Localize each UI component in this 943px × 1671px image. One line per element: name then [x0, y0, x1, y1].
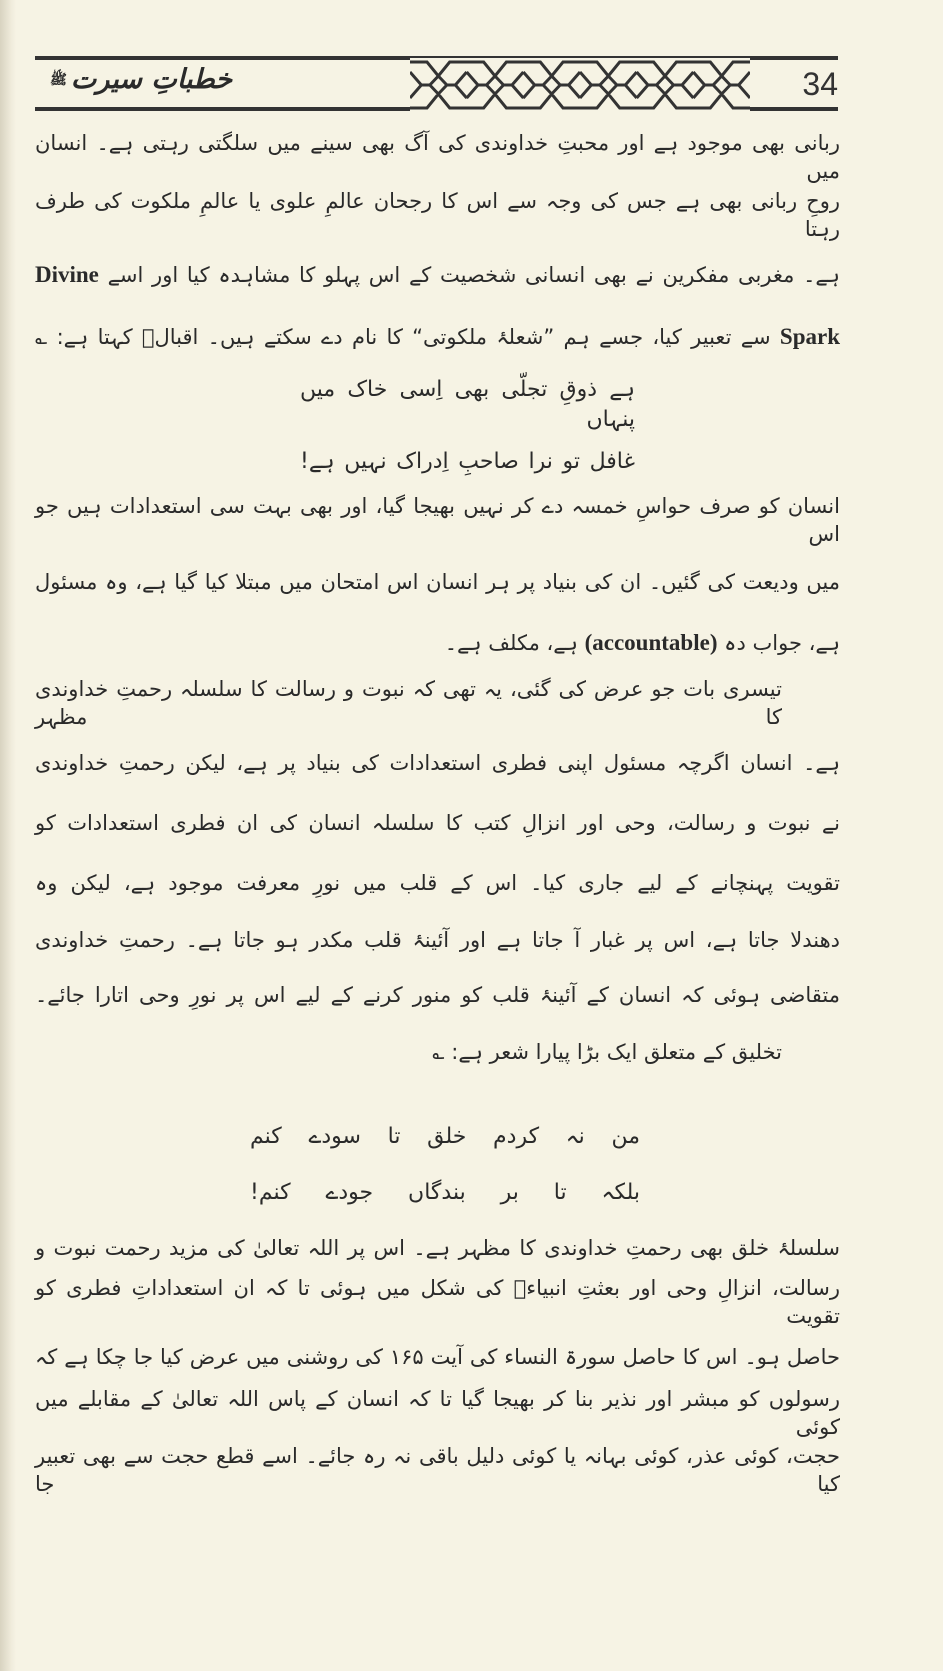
verse-line: [300, 433, 635, 491]
line-text: رسولوں کو مبشر اور نذیر بنا کر بھیجا گیا تا کہ انسان کے پاس اللہ تعالیٰ کے مقابلے میں کوئی: [35, 1386, 840, 1439]
text-line: [35, 1219, 840, 1277]
verse-line: [300, 376, 635, 434]
text-line: [35, 966, 840, 1024]
text-line: [35, 911, 840, 969]
line-text: حاصل ہو۔ اس کا حاصل سورۃ النساء کی آیت ۱۶۵ کی روشنی میں عرض کیا جا چکا ہے کہ: [35, 1344, 840, 1369]
line-text: [35, 321, 840, 352]
text-line: [35, 1023, 782, 1081]
verse-line: [250, 1164, 640, 1222]
line-text: روحِ ربانی بھی ہے جس کی وجہ سے اس کا رجحان عالمِ علوی یا عالمِ ملکوت کی طرف رہتا: [35, 188, 840, 241]
text-segment: ہے۔ مغربی مفکرین نے بھی انسانی شخصیت کے اس پہلو کا مشاہدہ کیا اور اسے: [107, 263, 840, 288]
line-text: تخلیق کے متعلق ایک بڑا پیارا شعر ہے: ؎: [432, 1039, 782, 1064]
text-segment: ہے، مکلف ہے۔: [444, 631, 578, 656]
line-text: متقاضی ہوئی کہ انسان کے آئینۂ قلب کو منور کرنے کے لیے اس پر نورِ وحی اتارا جائے۔: [35, 982, 840, 1007]
verse-text: ہے ذوقِ تجلّی بھی اِسی خاک میں پنہاں: [300, 377, 635, 432]
running-title: [50, 64, 390, 95]
english-term: Spark: [779, 324, 840, 350]
text-line: [35, 186, 840, 244]
line-text: رسالت، انزالِ وحی اور بعثتِ انبیاءؑ کی شکل میں ہوئی تا کہ ان استعداداتِ فطری کو تقویت: [35, 1275, 840, 1328]
text-line: [35, 1384, 840, 1442]
line-text: تیسری بات جو عرض کی گئی، یہ تھی کہ نبوت و رسالت کا سلسلہ رحمتِ خداوندی کا مظہر: [35, 676, 782, 729]
book-title: خطباتِ سیرت: [70, 64, 233, 95]
line-text: دھندلا جاتا ہے، اس پر غبار آ جاتا ہے اور آئینۂ قلب مکدر ہو جاتا ہے۔ رحمتِ خداوندی: [35, 927, 840, 952]
text-line: [35, 246, 840, 304]
verse-text: من نہ کردم خلق تا سودے کنم: [250, 1124, 640, 1150]
line-text: ہے۔ انسان اگرچہ مسئول اپنی فطری استعدادات کی بنیاد پر ہے، لیکن رحمتِ خداوندی: [35, 750, 840, 775]
salutation-mark: ﷺ: [50, 71, 67, 88]
text-line: [35, 491, 840, 549]
line-text: تقویت پہنچانے کے لیے جاری کیا۔ اس کے قلب میں نورِ معرفت موجود ہے، لیکن وہ: [35, 870, 840, 895]
text-segment: سے تعبیر کیا، جسے ہم ”شعلۂ ملکوتی“ کا نام دے سکتے ہیں۔ اقبالؔ کہتا ہے: ؎: [35, 325, 771, 350]
line-text: سلسلۂ خلق بھی رحمتِ خداوندی کا مظہر ہے۔ اس پر اللہ تعالیٰ کی مزید رحمت نبوت و: [35, 1235, 840, 1260]
text-line: [35, 1273, 840, 1331]
text-line: [35, 734, 840, 792]
line-text: ربانی بھی موجود ہے اور محبتِ خداوندی کی آگ بھی سینے میں سلگتی رہتی ہے۔ انسان میں: [35, 130, 840, 183]
text-line: [35, 1441, 840, 1499]
text-segment: ہے، جواب دہ: [724, 631, 840, 656]
verse-line: [250, 1108, 640, 1166]
english-term: (accountable): [584, 630, 718, 656]
header-ornament-icon: [410, 58, 750, 112]
line-text: میں ودیعت کی گئیں۔ ان کی بنیاد پر ہر انسان اس امتحان میں مبتلا کیا گیا ہے، وہ مسئول: [35, 569, 840, 594]
line-text: نے نبوت و رسالت، وحی اور انزالِ کتب کا سلسلہ انسان کی ان فطری استعدادات کو: [35, 810, 840, 835]
english-term: Divine: [35, 262, 99, 288]
line-text: انسان کو صرف حواسِ خمسہ دے کر نہیں بھیجا گیا، اور بھی بہت سی استعدادات ہیں جو اس: [35, 493, 840, 546]
verse-text: بلکہ تا بر بندگاں جودے کنم!: [250, 1180, 640, 1206]
text-line: [35, 794, 840, 852]
text-line: [35, 1328, 840, 1386]
text-line: [35, 128, 840, 186]
text-line: [35, 614, 840, 672]
text-line: [35, 854, 840, 912]
page-gutter-shadow: [0, 0, 16, 1671]
text-line: [35, 308, 840, 366]
line-text: حجت، کوئی عذر، کوئی بہانہ یا کوئی دلیل باقی نہ رہ جائے۔ اسے قطع حجت سے بھی تعبیر کیا جا: [35, 1443, 840, 1496]
verse-text: غافل تو نرا صاحبِ اِدراک نہیں ہے!: [300, 449, 635, 475]
page-number: 34: [802, 66, 838, 102]
line-text: [35, 627, 840, 658]
line-text: [35, 259, 840, 290]
text-line: [35, 674, 782, 732]
text-line: [35, 553, 840, 611]
